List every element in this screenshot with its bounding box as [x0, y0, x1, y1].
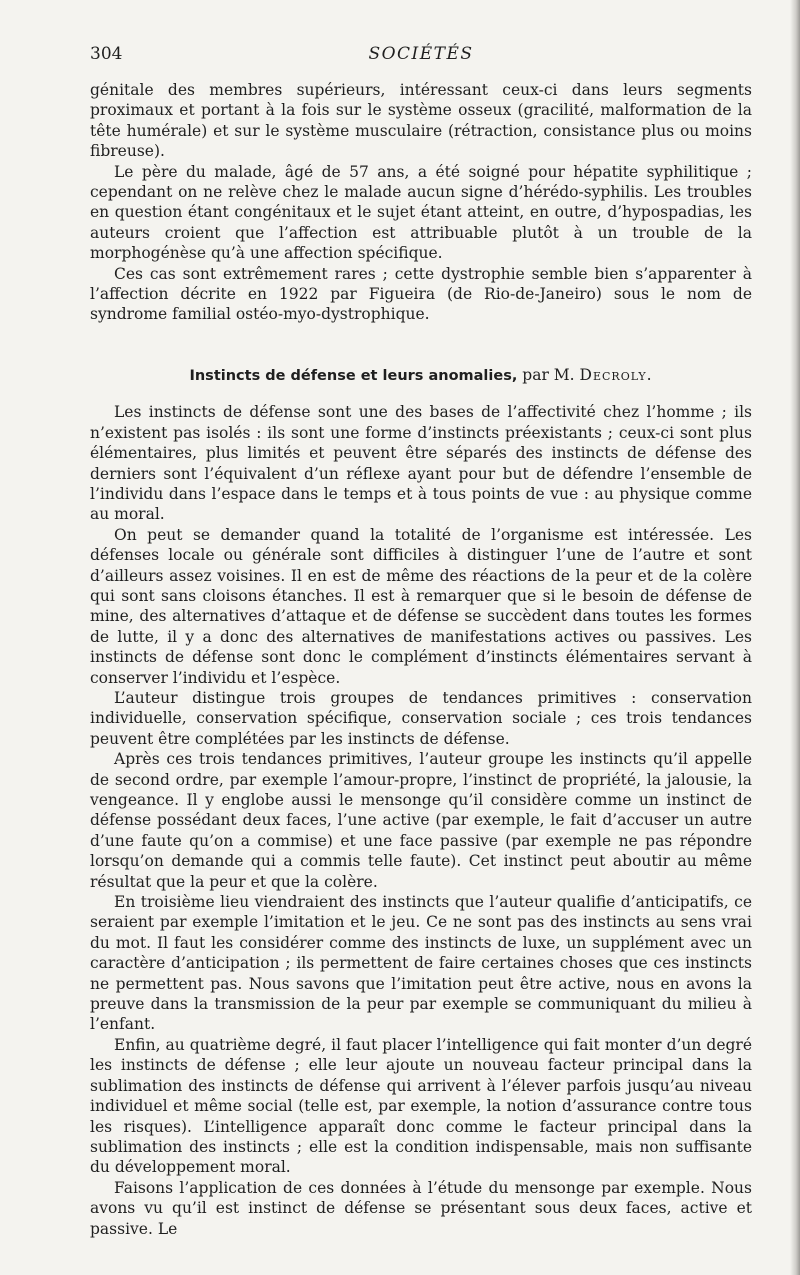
page-body — [90, 80, 752, 1239]
article-paragraph-6: Enfin, au quatrième degré, il faut placer l’intelligence qui fait monter d’un degré les instincts de défense ; elle leur ajoute un nouveau facteur principal dans la sublimation des instincts de défense qui arrivent à l’élever parfois jusqu’au niveau individuel et même social (telle est, par exemple, la notion d’assurance contre tous les risques). L’intelligence apparaît donc comme le facteur principal dans la sublimation des instincts ; elle est la condition indispensable, mais non suffisante du développement moral. — [90, 1035, 752, 1177]
page-header — [90, 44, 752, 74]
article-paragraph-7: Faisons l’application de ces données à l’étude du mensonge par exemple. Nous avons vu qu’il est instinct de défense se présentant sous deux faces, active et passive. Le — [90, 1178, 752, 1238]
intro-paragraph-1: génitale des membres supérieurs, intéressant ceux-ci dans leurs segments proximaux et portant à la fois sur le système osseux (gracilité, malformation de la tête humérale) et sur le système musculaire (rétraction, consistance plus ou moins fibreuse). — [90, 81, 752, 161]
article-paragraph-1: Les instincts de défense sont une des bases de l’affectivité chez l’homme ; ils n’existent pas isolés : ils sont une forme d’instincts préexistants ; ceux-ci sont plus élémentaires, plus limités et peuvent être séparés des instincts de défense des derniers sont l’équivalent d’un réflexe ayant pour but de défendre l’ensemble de l’individu dans l’espace dans le temps et à tous points de vue : au physique comme au moral. — [90, 403, 752, 524]
article-paragraph-3: L’auteur distingue trois groupes de tendances primitives : conservation individuelle, conservation spécifique, conservation sociale ; ces trois tendances peuvent être complétées par les instincts de défense. — [90, 688, 752, 748]
article-byline-prefix: par M. — [522, 365, 575, 384]
article-title: Instincts de défense et leurs anomalies, — [189, 367, 518, 384]
intro-paragraph-2: Le père du malade, âgé de 57 ans, a été soigné pour hépatite syphilitique ; cependant on ne relève chez le malade aucun signe d’hérédo-syphilis. Les troubles en question étant congénitaux et le sujet étant atteint, en outre, d’hypospadias, les auteurs croient que l’affection est attribuable plutôt à un trouble de la morphogénèse qu’à une affection spécifique. — [90, 162, 752, 263]
page-number: 304 — [90, 44, 123, 64]
article-author: Decroly. — [579, 365, 653, 384]
running-head: SOCIÉTÉS — [368, 44, 474, 64]
page-edge-shadow — [790, 0, 800, 1275]
intro-paragraph-3: Ces cas sont extrêmement rares ; cette dystrophie semble bien s’apparenter à l’affection décrite en 1922 par Figueira (de Rio-de-Janeiro) sous le nom de syndrome familial ostéo-myo-dystrophique. — [90, 264, 752, 324]
article-paragraph-4: Après ces trois tendances primitives, l’auteur groupe les instincts qu’il appelle de second ordre, par exemple l’amour-propre, l’instinct de propriété, la jalousie, la vengeance. Il y englobe aussi le mensonge qu’il considère comme un instinct de défense possédant deux faces, l’une active (par exemple, le fait d’accuser un autre d’une faute qu’on a commise) et une face passive (par exemple ne pas répondre lorsqu’on demande qui a commis telle faute). Cet instinct peut aboutir au même résultat que la peur et que la colère. — [90, 750, 752, 891]
article-paragraph-5: En troisième lieu viendraient des instincts que l’auteur qualifie d’anticipatifs, ce seraient par exemple l’imitation et le jeu. Ce ne sont pas des instincts au sens vrai du mot. Il faut les considérer comme des instincts de luxe, un supplément avec un caractère d’anticipation ; ils permettent de faire certaines choses que ces instincts ne permettent pas. Nous savons que l’imitation peut être active, nous en avons la preuve dans la transmission de la peur par exemple se communiquant du milieu à l’enfant. — [90, 893, 752, 1034]
article-paragraph-2: On peut se demander quand la totalité de l’organisme est intéressée. Les défenses locale ou générale sont difficiles à distinguer l’une de l’autre et sont d’ailleurs assez voisines. Il en est de même des réactions de la peur et de la colère qui sont sans cloisons étanches. Il est à remarquer que si le besoin de défense de mine, des alternatives d’attaque et de défense se succèdent dans toutes les formes de lutte, il y a donc des alternatives de manifestations actives ou passives. Les instincts de défense sont donc le complément d’instincts élémentaires servant à conserver l’individu et l’espèce. — [90, 525, 752, 687]
article-title-block — [90, 365, 752, 386]
